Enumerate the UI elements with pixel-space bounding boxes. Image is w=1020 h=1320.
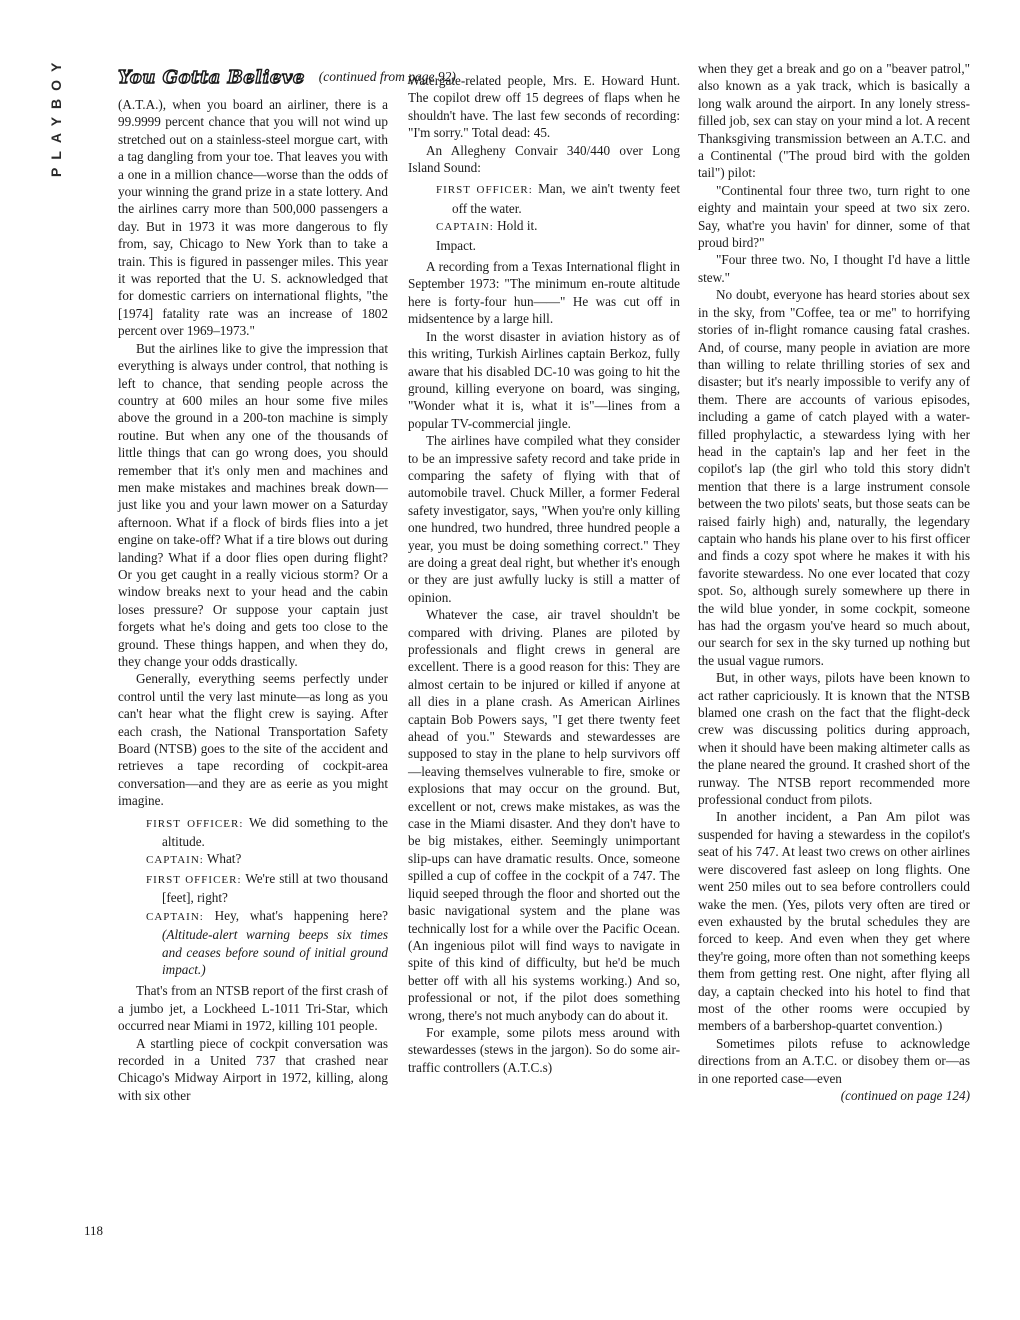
paragraph: For example, some pilots mess around with stewardesses (stews in the jargon). So do some air-traffic controllers (A.T.C.s) [408,1024,680,1075]
paragraph: No doubt, everyone has heard stories about sex in the sky, from "Coffee, tea or me" to horrifying stories of in-flight romance causing fatal crashes. And, of course, many people in aviation are more than willing to relate thrilling stories of sex and disaster; but it's nearly impossible to verify any of them. There are accounts of various episodes, including a game of catch played with a water-filled prophylactic, a stewardess lying with her head in the captain's lap and her feet in the copilot's lap (the girl who told this story didn't mention that there is a large instrument console between the two pilots' seats, but those seats can be raised fairly high) and, naturally, the legendary captain who hands his plane over to his first officer and finds a cozy spot where he makes it with his favorite stewardess. No one ever located that cozy spot. So, although surely somewhere up there in the wild blue yonder, in some cockpit, someone has had the orgasm you've heard so much about, our search for sex in the sky turned up nothing but the usual vague rumors. [698,287,970,668]
paragraph: when they get a break and go on a "beaver patrol," also known as a yak track, which is basically a long walk around the airport. In any lonely stress-filled job, sex can stay on your mind a lot. A recent Thanksgiving transmission between an A.T.C. and a Continental ("The proud bird with the golden tail") pilot: [698,61,970,181]
speaker-label: FIRST OFFICER: [146,873,242,886]
paragraph: In another incident, a Pan Am pilot was suspended for having a stewardess in the copilot's seat of his 747. At least two crews on other airlines were discovered fast asleep on long flights. One went 250 miles out to sea before controllers could wake the men. (Yes, pilots very often are tired or even exhausted by the brutal schedules they are forced to keep. And even when they get where they're going, more often than not something keeps them from getting rest. One night, after flying all day, a captain checked into his hotel to find that most of the other rooms were occupied by members of a barbershop-quartet convention.) [698,809,970,1034]
paragraph: (A.T.A.), when you board an airliner, there is a 99.9999 percent chance that you will not wind up stretched out on a stainless-steel morgue cart, with a tag dangling from your toe. That leaves you with a one in a million chance—worse than the odds of your winning the grand prize in a state lottery. And the airlines carry more than 500,000 passengers a day. But in 1973 it was more dangerous to fly from, say, Chicago to New York than to take a train. This is figured in passenger miles. This year it was reported that the U. S. acknowledged that for domestic carriers on international flights, "the [1974] fatality rate was an increase of 1802 percent over 1969–1973." [118,97,388,339]
page-number: 118 [84,1223,104,1238]
transcript-line [146,907,388,979]
paragraph: A recording from a Texas International flight in September 1973: "The minimum en-route altitude here is forty-four hun——" He was cut off in midsentence by a large hill. [408,259,680,327]
text-column-3 [698,60,970,1104]
transcript-line [146,870,388,907]
text-column-2 [408,72,680,1076]
speaker-label: CAPTAIN: [146,854,204,867]
cockpit-transcript [436,180,680,254]
transcript-text: Man, we ain't twenty feet off the water. [452,181,680,216]
paragraph: But, in other ways, pilots have been known to act rather capriciously. It is known that the NTSB blamed one crash on the fact that the flight-deck crew was discussing politics during approach, when it should have been making altimeter calls as the plane neared the ground. It crashed short of the runway. The NTSB report recommended more professional conduct from pilots. [698,670,970,808]
transcript-text: We're still at two thousand [feet], right? [162,870,388,906]
transcript-line [436,180,680,217]
text-column-1 [118,96,388,1104]
transcript-text: We did something to the altitude. [162,814,388,850]
department-logo: You Gotta Believe [118,66,305,88]
paragraph: "Continental four three two, turn right to one eighty and maintain your speed at two six zero. Say, what're you havin' for dinner, some of that proud bird?" [698,182,970,251]
paragraph: Sometimes pilots refuse to acknowledge directions from an A.T.C. or disobey them or—as in one reported case—even [698,1035,970,1086]
transcript-text: What? [203,851,242,867]
transcript-line [436,217,680,236]
paragraph: An Allegheny Convair 340/440 over Long Island Sound: [408,142,680,176]
transcript-text: Hold it. [493,218,538,234]
transcript-line [146,850,388,869]
paragraph: But the airlines like to give the impression that everything is always under control, that nothing is left to chance, that sending people across the country at 600 miles an hour some five miles above the ground in a 200-ton machine is simply routine. But when any one of the thousands of little things that can go wrong does, you should remember that it's only men and machines and men make mistakes and machines break down—just like you and your lawn mower on a Saturday afternoon. What if a flock of birds flies into a jet engine on take-off? What if a tire blows out during landing? What if a door flies open during flight? Or you get caught in a really vicious storm? Or a window breaks next to your head and the cabin loses pressure? Or suppose your captain just forgets what he's doing and gets too close to the ground. These things happen, and when they do, they change your odds drastically. [118,340,388,669]
paragraph: Watergate-related people, Mrs. E. Howard Hunt. The copilot drew off 15 degrees of flaps when he shouldn't have. The last few seconds of recording: "I'm sorry." Total dead: 45. [408,73,680,141]
continued-from-note: (continued from page 92) [318,69,456,84]
magazine-side-label: PLAYBOY [48,55,64,178]
transcript-line [436,237,680,254]
stage-direction: (Altitude-alert warning beeps six times and ceases before sound of initial ground impact.) [162,927,388,977]
speaker-label: CAPTAIN: [146,910,204,923]
transcript-line [146,814,388,851]
paragraph: That's from an NTSB report of the first crash of a jumbo jet, a Lockheed L-1011 Tri-Star, which occurred near Miami in 1972, killing 101 people. [118,983,388,1034]
cockpit-transcript [146,814,388,979]
paragraph: The airlines have compiled what they consider to be an impressive safety record and take pride in comparing the safety of flying with that of automobile travel. Chuck Miller, a former Federal safety investigator, says, "When you're only killing one hundred, two hundred, three hundred people a year, you must be doing something correct." They are doing a great deal right, but whether it's enough or they are just awfully lucky is still a matter of opinion. [408,433,680,605]
paragraph: Generally, everything seems perfectly under control until the very last minute—as long as you can't hear what the flight crew is saying. After each crash, the National Transportation Safety Board (NTSB) goes to the site of the accident and retrieves a tape recording of cockpit-area conversation—and they are as eerie as you might imagine. [118,671,388,809]
transcript-text: Impact. [436,237,476,253]
paragraph: In the worst disaster in aviation history as of this writing, Turkish Airlines captain Berkoz, fully aware that his disabled DC-10 was going to hit the ground, killing everyone on board, was singing, "Wonder what it is, what it is"—lines from a popular TV-commercial jingle. [408,328,680,431]
paragraph: Whatever the case, air travel shouldn't be compared with driving. Planes are piloted by professionals and flight crews in general are excellent. There is a good reason for this: They are almost certain to be injured or killed if anyone at all dies in a plane crash. As American Airlines captain Bob Powers says, "I get there twenty feet ahead of you." Stewards and stewardesses are supposed to stay in the plane to help survivors off—leaving themselves vulnerable to fire, smoke or explosions that may occur on the ground. But, excellent or not, crews make mistakes, as was the case in the Miami disaster. And they don't have to be big mistakes, either. Seemingly unimportant slip-ups can have dramatic results. Once, someone spilled a cup of coffee in the cockpit of a 747. The liquid seeped through the floor and shorted out the basic navigational system and the plane was technically lost for a while over the Pacific Ocean. (An ingenious pilot will find ways to navigate in spite of this kind of difficulty, but he'd be much better off with all his systems working.) And so, professional or not, if the pilot does something wrong, there's not much anybody can do about it. [408,607,680,1023]
continued-on-note: (continued on page 124) [840,1087,970,1103]
transcript-text: Hey, what's happening here? [203,907,388,923]
paragraph: "Four three two. No, I thought I'd have a little stew." [698,252,970,285]
speaker-label: CAPTAIN: [436,221,494,234]
speaker-label: FIRST OFFICER: [436,184,533,197]
paragraph: A startling piece of cockpit conversation was recorded in a United 737 that crashed near Chicago's Midway Airport in 1972, killing, along with six other [118,1035,388,1103]
speaker-label: FIRST OFFICER: [146,817,244,830]
